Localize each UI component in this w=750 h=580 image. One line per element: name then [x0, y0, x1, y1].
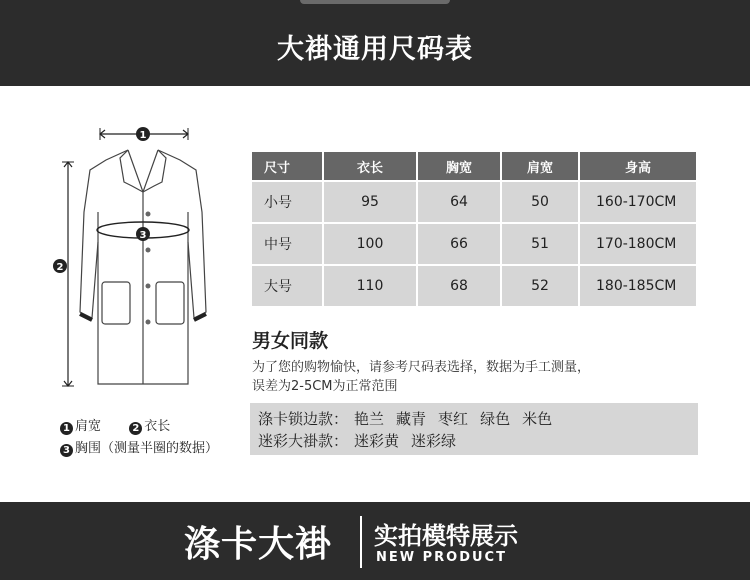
- table-cell: 50: [502, 182, 578, 222]
- legend-chest: 胸围（测量半圈的数据）: [75, 441, 219, 456]
- table-cell: 51: [502, 224, 578, 264]
- garment-diagram: [50, 122, 220, 402]
- table-row: [252, 266, 696, 306]
- color-option: 艳兰: [354, 410, 385, 428]
- marker-3: 3: [139, 230, 147, 241]
- legend-length: 衣长: [144, 419, 171, 434]
- legend-shoulder: 肩宽: [75, 419, 102, 434]
- note-line-1: 为了您的购物愉快，请参考尺码表选择，数据为手工测量，: [252, 360, 591, 375]
- measurement-note: [252, 358, 712, 396]
- table-cell: 160-170CM: [580, 182, 696, 222]
- table-cell: 170-180CM: [580, 224, 696, 264]
- color-option: 绿色: [480, 410, 511, 428]
- footer-subtitle: 实拍模特展示: [374, 522, 518, 550]
- col-header-height: 身高: [580, 152, 696, 180]
- table-cell: 95: [324, 182, 416, 222]
- table-cell: 52: [502, 266, 578, 306]
- legend-num-2: 2: [129, 422, 142, 435]
- color-options-panel: [250, 403, 698, 455]
- legend-num-3: 3: [60, 444, 73, 457]
- banner-notch: [300, 0, 450, 4]
- color-option: 藏青: [396, 410, 427, 428]
- table-cell: 中号: [252, 224, 322, 264]
- table-cell: 64: [418, 182, 500, 222]
- footer-main-title: 涤卡大褂: [184, 524, 333, 565]
- col-header-shoulder: 肩宽: [502, 152, 578, 180]
- footer-english: NEW PRODUCT: [376, 550, 507, 565]
- footer-divider: [360, 516, 362, 568]
- table-row: [252, 224, 696, 264]
- table-cell: 66: [418, 224, 500, 264]
- color-option: 枣红: [438, 410, 469, 428]
- col-header-size: 尺寸: [252, 152, 322, 180]
- color-option: 迷彩黄: [354, 432, 400, 450]
- legend-row-2: [60, 438, 218, 460]
- table-cell: 大号: [252, 266, 322, 306]
- color-row-polyester: [258, 408, 698, 430]
- legend-num-1: 1: [60, 422, 73, 435]
- table-header-row: [252, 152, 696, 180]
- note-line-2: 误差为2-5CM为正常范围: [252, 379, 398, 394]
- color-option: 米色: [522, 410, 553, 428]
- measurement-legend: [60, 416, 218, 460]
- marker-1: 1: [139, 130, 147, 141]
- color-option: 迷彩绿: [411, 432, 457, 450]
- page-title: 大褂通用尺码表: [277, 34, 473, 65]
- table-row: [252, 182, 696, 222]
- color-row-label: 涤卡锁边款：: [258, 410, 349, 428]
- color-row-camo: [258, 430, 698, 452]
- table-cell: 180-185CM: [580, 266, 696, 306]
- color-row-label: 迷彩大褂款：: [258, 432, 349, 450]
- legend-row-1: [60, 416, 218, 438]
- table-cell: 小号: [252, 182, 322, 222]
- table-cell: 100: [324, 224, 416, 264]
- unisex-title: 男女同款: [252, 330, 329, 352]
- footer-banner: [0, 502, 750, 580]
- table-cell: 68: [418, 266, 500, 306]
- col-header-length: 衣长: [324, 152, 416, 180]
- marker-2: 2: [56, 262, 64, 273]
- header-banner: [0, 0, 750, 86]
- table-cell: 110: [324, 266, 416, 306]
- col-header-chest: 胸宽: [418, 152, 500, 180]
- size-table: [250, 150, 698, 308]
